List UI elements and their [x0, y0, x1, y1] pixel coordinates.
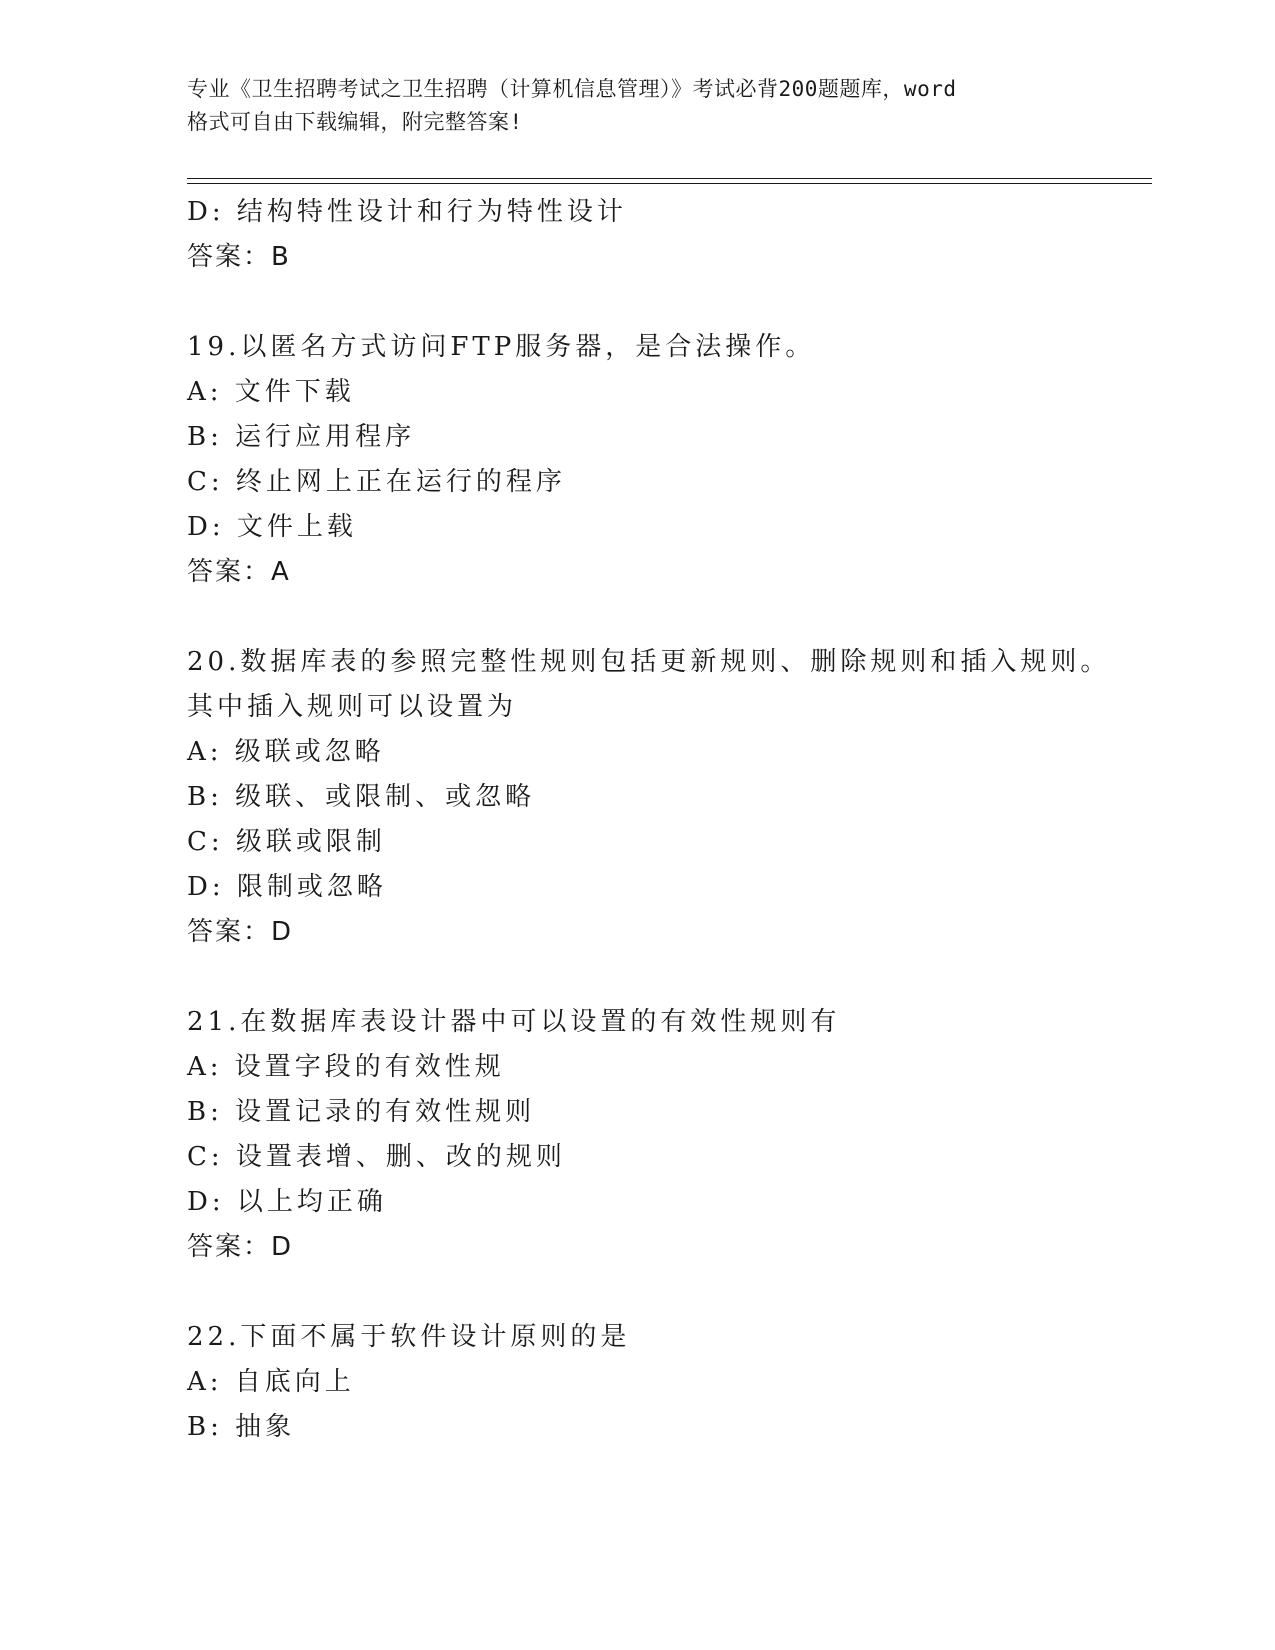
- answer-line: 答案：D: [187, 1232, 294, 1262]
- question-block-18: [187, 190, 1152, 280]
- header-divider-top: [187, 178, 1152, 179]
- header-line-1: 专业《卫生招聘考试之卫生招聘（计算机信息管理）》考试必背200题题库，word: [187, 77, 957, 101]
- spacer: [187, 280, 1152, 325]
- question-stem: 21.在数据库表设计器中可以设置的有效性规则有: [187, 1007, 841, 1037]
- option-d: D: 限制或忽略: [187, 872, 387, 902]
- option-b: B: 抽象: [187, 1412, 296, 1442]
- question-stem-line-2: 其中插入规则可以设置为: [187, 692, 518, 722]
- option-d: D: 文件上载: [187, 512, 357, 542]
- option-a: A: 设置字段的有效性规: [187, 1052, 505, 1082]
- spacer: [187, 595, 1152, 640]
- option-b: B: 级联、或限制、或忽略: [187, 782, 536, 812]
- question-block-20: [187, 640, 1152, 955]
- header-line-2: 格式可自由下载编辑，附完整答案!: [187, 110, 523, 134]
- option-c: C: 级联或限制: [187, 827, 386, 857]
- answer-line: 答案：D: [187, 917, 294, 947]
- option-a: A: 自底向上: [187, 1367, 355, 1397]
- option-b: B: 运行应用程序: [187, 422, 416, 452]
- option-c: C: 终止网上正在运行的程序: [187, 467, 566, 497]
- question-stem: 22.下面不属于软件设计原则的是: [187, 1322, 631, 1352]
- question-block-22: [187, 1315, 1152, 1450]
- answer-line: 答案：B: [187, 242, 291, 272]
- option-a: A: 文件下载: [187, 377, 355, 407]
- question-list: [187, 190, 1152, 1450]
- question-stem: 19.以匿名方式访问FTP服务器，是合法操作。: [187, 332, 816, 362]
- question-block-21: [187, 1000, 1152, 1270]
- spacer: [187, 955, 1152, 1000]
- spacer: [187, 1270, 1152, 1315]
- option-c: C: 设置表增、删、改的规则: [187, 1142, 566, 1172]
- question-stem-line-1: 20.数据库表的参照完整性规则包括更新规则、删除规则和插入规则。: [187, 647, 1111, 677]
- option-a: A: 级联或忽略: [187, 737, 385, 767]
- header-divider-bottom: [187, 183, 1152, 184]
- question-block-19: [187, 325, 1152, 595]
- option-b: B: 设置记录的有效性规则: [187, 1097, 536, 1127]
- option-d: D: 以上均正确: [187, 1187, 387, 1217]
- option-d: D: 结构特性设计和行为特性设计: [187, 197, 627, 227]
- answer-line: 答案：A: [187, 557, 291, 587]
- document-header: [187, 73, 1087, 139]
